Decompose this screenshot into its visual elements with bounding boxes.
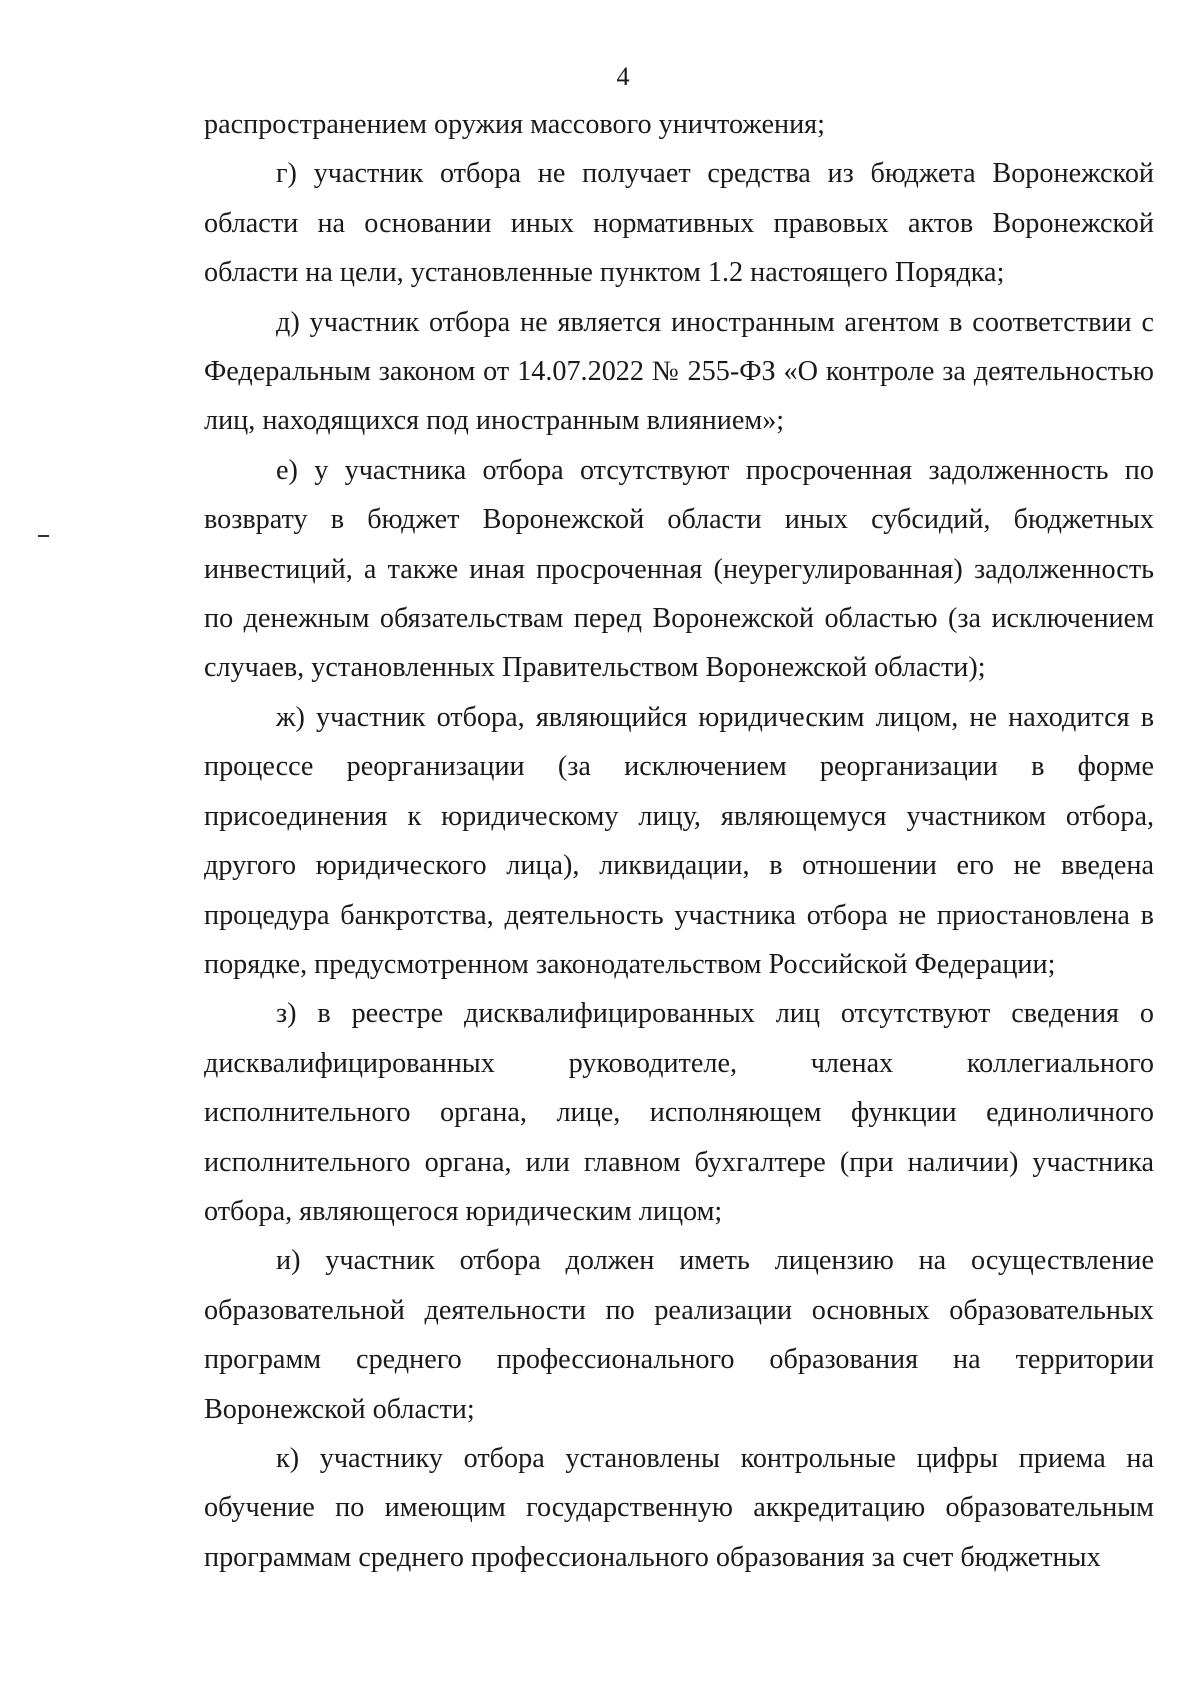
paragraph-item-zh: ж) участник отбора, являющийся юридическим лицом, не находится в процессе реорганизации (за исключением реорганизации в форме присоединения к юридическому лицу, являющемуся участником отбора, другого юридического лица), ликвидации, в отношении его не введена процедура банкротства, деятельность участника отбора не приостановлена в порядке, предусмотренном законодательством Российской Федерации; (204, 701, 1154, 980)
document-body (204, 100, 1154, 1582)
paragraph-item-g: г) участник отбора не получает средства из бюджета Воронежской области на основании иных нормативных правовых актов Воронежской области на цели, установленные пунктом 1.2 настоящего Порядка; (204, 158, 1154, 289)
margin-mark (38, 535, 49, 537)
paragraph-item-d: д) участник отбора не является иностранным агентом в соответствии с Федеральным законом от 14.07.2022 № 255-ФЗ «О контроле за деятельностью лиц, находящихся под иностранным влиянием»; (204, 306, 1154, 437)
paragraph-continuation: распространением оружия массового уничтожения; (204, 109, 825, 140)
paragraph-item-z: з) в реестре дисквалифицированных лиц отсутствуют сведения о дисквалифицированных руководителе, членах коллегиального исполнительного органа, лице, исполняющем функции единоличного исполнительного органа, или главном бухгалтере (при наличии) участника отбора, являющегося юридическим лицом; (204, 998, 1154, 1227)
paragraph-item-e: е) у участника отбора отсутствуют просроченная задолженность по возврату в бюджет Воронежской области иных субсидий, бюджетных инвестиций, а также иная просроченная (неурегулированная) задолженность по денежным обязательствам перед Воронежской областью (за исключением случаев, установленных Правительством Воронежской области); (204, 454, 1154, 684)
page-number: 4 (616, 62, 630, 91)
paragraph-item-k: к) участнику отбора установлены контрольные цифры приема на обучение по имеющим государственную аккредитацию образовательным программам среднего профессионального образования за счет бюджетных (204, 1442, 1154, 1573)
paragraph-item-i: и) участник отбора должен иметь лицензию на осуществление образовательной деятельности по реализации основных образовательных программ среднего профессионального образования на территории Воронежской области; (204, 1245, 1154, 1425)
